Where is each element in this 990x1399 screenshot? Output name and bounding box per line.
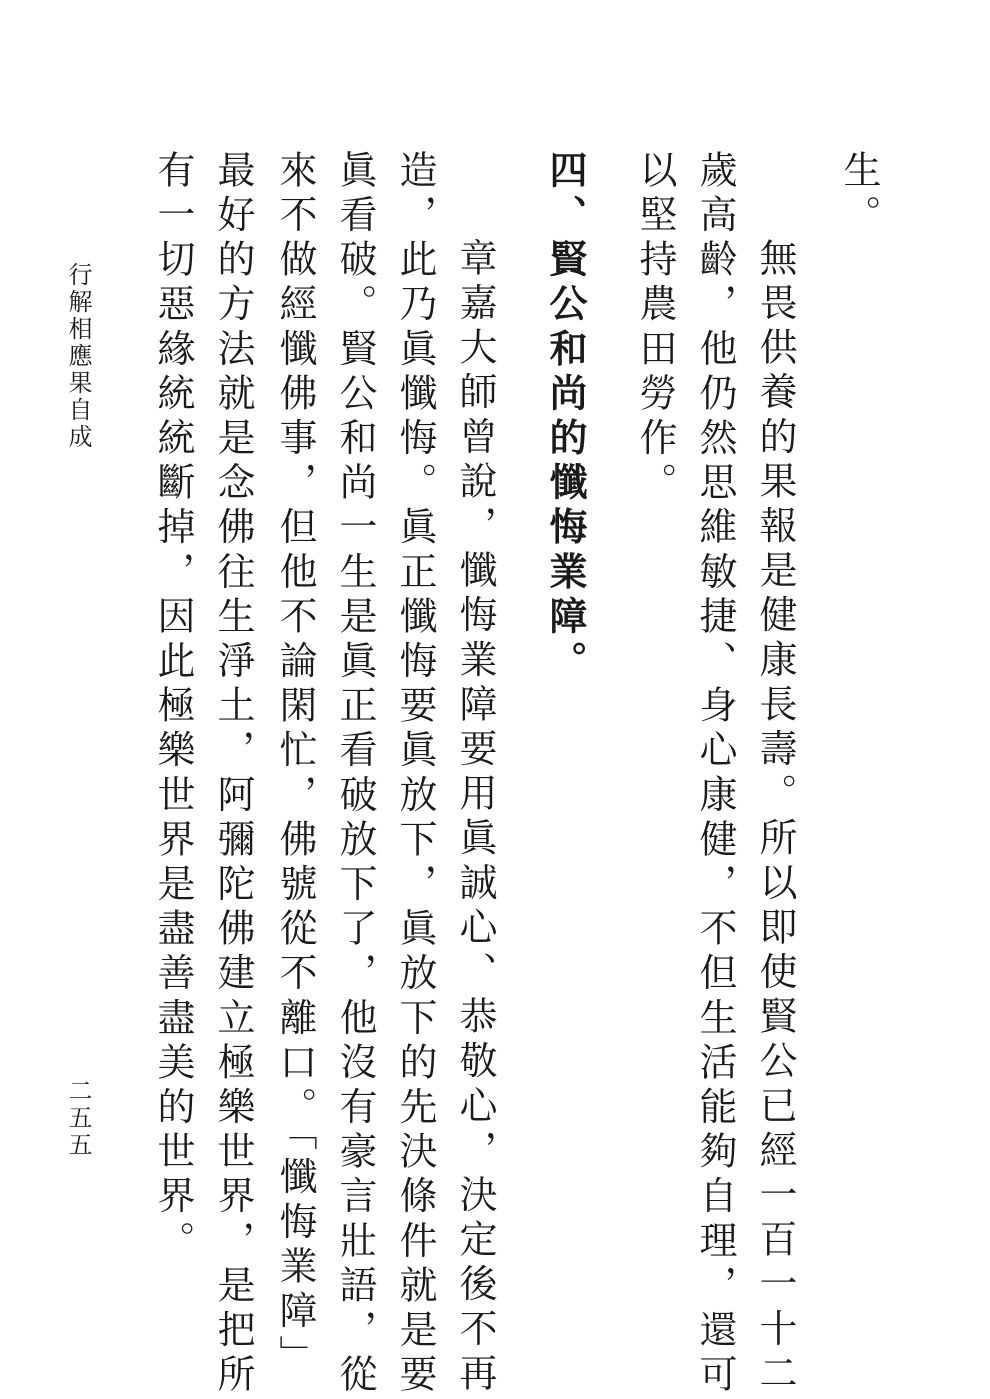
text-column-2: 無畏供養的果報是健康長壽。所以即使賢公已經一百一十二: [753, 238, 797, 1398]
text-column-3: 歲高齡，他仍然思維敏捷、身心康健，不但生活能夠自理，還可: [693, 150, 737, 1399]
text-column-11: 有一切惡緣統統斷掉，因此極樂世界是盡善盡美的世界。: [151, 150, 195, 1265]
text-column-10: 最好的方法就是念佛往生淨土，阿彌陀佛建立極樂世界，是把所: [211, 150, 255, 1399]
text-column-1: 生。: [837, 150, 881, 240]
text-column-6: 章嘉大師曾說，懺悔業障要用眞誠心、恭敬心，決定後不再: [453, 238, 497, 1398]
text-column-7: 造，此乃眞懺悔。眞正懺悔要眞放下，眞放下的先決條件就是要: [393, 150, 437, 1399]
running-title: 行解相應果自成: [64, 262, 92, 451]
text-column-4: 以堅持農田勞作。: [633, 150, 677, 507]
section-heading: 四、賢公和尚的懺悔業障。: [543, 150, 588, 686]
page-number: 二五五: [64, 1078, 92, 1159]
text-column-8: 眞看破。賢公和尚一生是眞正看破放下了，他沒有豪言壯語，從: [333, 150, 377, 1399]
text-column-9: 來不做經懺佛事，但他不論閑忙，佛號從不離口。「懺悔業障」: [273, 150, 317, 1380]
